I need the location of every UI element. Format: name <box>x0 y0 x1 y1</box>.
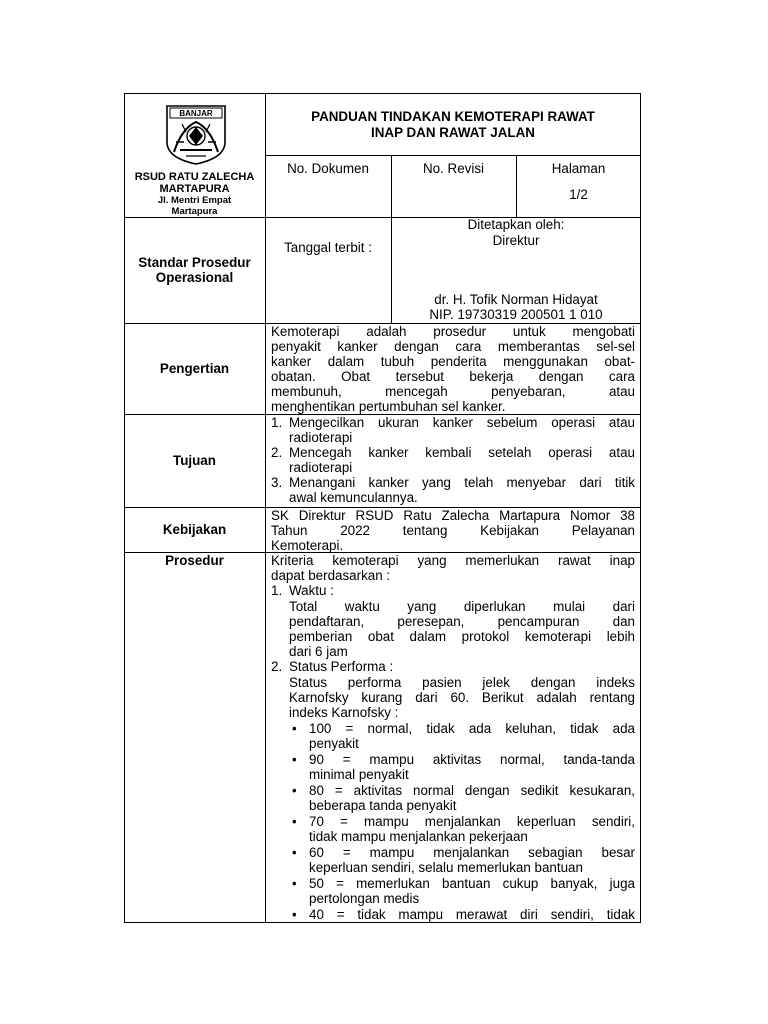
prosedur-intro-line: dapat berdasarkan : <box>271 568 391 583</box>
page-label: Halaman <box>551 161 606 176</box>
status-line: Karnofsky kurang dari 60. Berikut adalah rentang <box>289 690 635 705</box>
bullet-icon: • <box>292 907 297 922</box>
tujuan-item-number: 1. <box>271 415 283 430</box>
tujuan-item-line: Menangani kanker yang telah menyebar dari titik <box>289 475 635 490</box>
karnofsky-item-line: 60 = mampu menjalankan sebagian besar <box>309 845 635 860</box>
karnofsky-item-line: 90 = mampu aktivitas normal, tanda-tanda <box>309 752 635 767</box>
waktu-line: pendaftaran, peresepan, pencampuran dan <box>289 614 635 629</box>
page-value: 1/2 <box>569 187 588 202</box>
banjar-emblem-icon <box>162 102 230 166</box>
issue-date-label: Tanggal terbit : <box>284 240 372 255</box>
karnofsky-item-line: keperluan sendiri, selalu memerlukan bantuan <box>309 860 583 875</box>
karnofsky-item-line: 100 = normal, tidak ada keluhan, tidak ada <box>309 721 635 736</box>
approver-nip: NIP. 19730319 200501 1 010 <box>429 307 603 322</box>
sop-label-line1: Standar Prosedur <box>138 255 251 270</box>
bullet-icon: • <box>292 845 297 860</box>
kebijakan-line: Tahun 2022 tentang Kebijakan Pelayanan <box>271 523 635 538</box>
document-title-line1: PANDUAN TINDAKAN KEMOTERAPI RAWAT <box>311 109 595 124</box>
banjar-logo <box>162 102 230 166</box>
pengertian-line: obatan. Obat tersebut bekerja dengan cara <box>271 369 635 384</box>
tujuan-item-line: radioterapi <box>289 460 353 475</box>
pengertian-line: Kemoterapi adalah prosedur untuk mengobati <box>271 324 635 339</box>
tujuan-item-line: awal kemunculannya. <box>289 490 418 505</box>
karnofsky-item-line: beberapa tanda penyakit <box>309 798 457 813</box>
sop-label-line2: Operasional <box>155 270 234 285</box>
status-line: Status performa pasien jelek dengan indeks <box>289 675 635 690</box>
revision-label: No. Revisi <box>422 161 485 176</box>
bullet-icon: • <box>292 876 297 891</box>
tujuan-item-line: Mencegah kanker kembali setelah operasi atau <box>289 445 635 460</box>
karnofsky-item-line: 80 = aktivitas normal dengan sedikit kesukaran, <box>309 783 635 798</box>
prosedur-intro-line: Kriteria kemoterapi yang memerlukan rawat inap <box>271 553 635 568</box>
document-title-line2: INAP DAN RAWAT JALAN <box>371 125 535 140</box>
approver-role: Direktur <box>492 233 540 248</box>
tujuan-item-number: 3. <box>271 475 283 490</box>
doc-number-label: No. Dokumen <box>287 161 369 176</box>
table-border-top <box>124 93 641 94</box>
title-divider <box>265 155 641 156</box>
sop-document <box>124 93 641 923</box>
pengertian-label: Pengertian <box>159 361 230 376</box>
karnofsky-item-line: penyakit <box>309 736 359 751</box>
pengertian-line: membunuh, mencegah penyebaran, atau <box>271 384 635 399</box>
waktu-number: 1. <box>271 583 283 598</box>
waktu-line: dari 6 jam <box>289 644 348 659</box>
kebijakan-line: Kemoterapi. <box>271 538 344 553</box>
karnofsky-item-line: tidak mampu menjalankan pekerjaan <box>309 829 528 844</box>
pengertian-line: penyakit kanker dengan cara memberantas sel-sel <box>271 339 635 354</box>
bullet-icon: • <box>292 783 297 798</box>
approver-name: dr. H. Tofik Norman Hidayat <box>434 292 598 307</box>
bullet-icon: • <box>292 752 297 767</box>
status-label: Status Performa : <box>289 659 394 674</box>
waktu-label: Waktu : <box>289 583 334 598</box>
waktu-line: Total waktu yang diperlukan mulai dari <box>289 599 635 614</box>
status-line: indeks Karnofsky : <box>289 705 399 720</box>
hospital-address-line2: Martapura <box>171 206 218 217</box>
karnofsky-item-line: 70 = mampu menjalankan keperluan sendiri, <box>309 814 635 829</box>
hospital-city: MARTAPURA <box>159 183 230 195</box>
waktu-line: pemberian obat dalam protokol kemoterapi lebih <box>289 629 635 644</box>
tujuan-item-line: radioterapi <box>289 430 353 445</box>
bullet-icon: • <box>292 814 297 829</box>
tujuan-item-number: 2. <box>271 445 283 460</box>
status-number: 2. <box>271 659 283 674</box>
karnofsky-item-line: 50 = memerlukan bantuan cukup banyak, juga <box>309 876 635 891</box>
karnofsky-item-line: minimal penyakit <box>309 767 409 782</box>
approved-by-label: Ditetapkan oleh: <box>467 217 565 232</box>
tujuan-item-line: Mengecilkan ukuran kanker sebelum operasi atau <box>289 415 635 430</box>
prosedur-label: Prosedur <box>165 553 224 568</box>
hospital-address-line1: Jl. Mentri Empat <box>157 195 232 206</box>
kebijakan-label: Kebijakan <box>162 522 227 537</box>
hospital-name: RSUD RATU ZALECHA <box>134 171 255 183</box>
karnofsky-item-line: pertolongan medis <box>309 891 420 906</box>
pengertian-line: kanker dalam tubuh penderita menggunakan obat- <box>271 354 635 369</box>
tujuan-label: Tujuan <box>173 453 216 468</box>
logo-text: BANJAR <box>179 109 213 118</box>
bullet-icon: • <box>292 721 297 736</box>
pengertian-line: menghentikan pertumbuhan sel kanker. <box>271 399 506 414</box>
kebijakan-line: SK Direktur RSUD Ratu Zalecha Martapura Nomor 38 <box>271 508 635 523</box>
karnofsky-item-line: 40 = tidak mampu merawat diri sendiri, tidak <box>309 907 635 922</box>
